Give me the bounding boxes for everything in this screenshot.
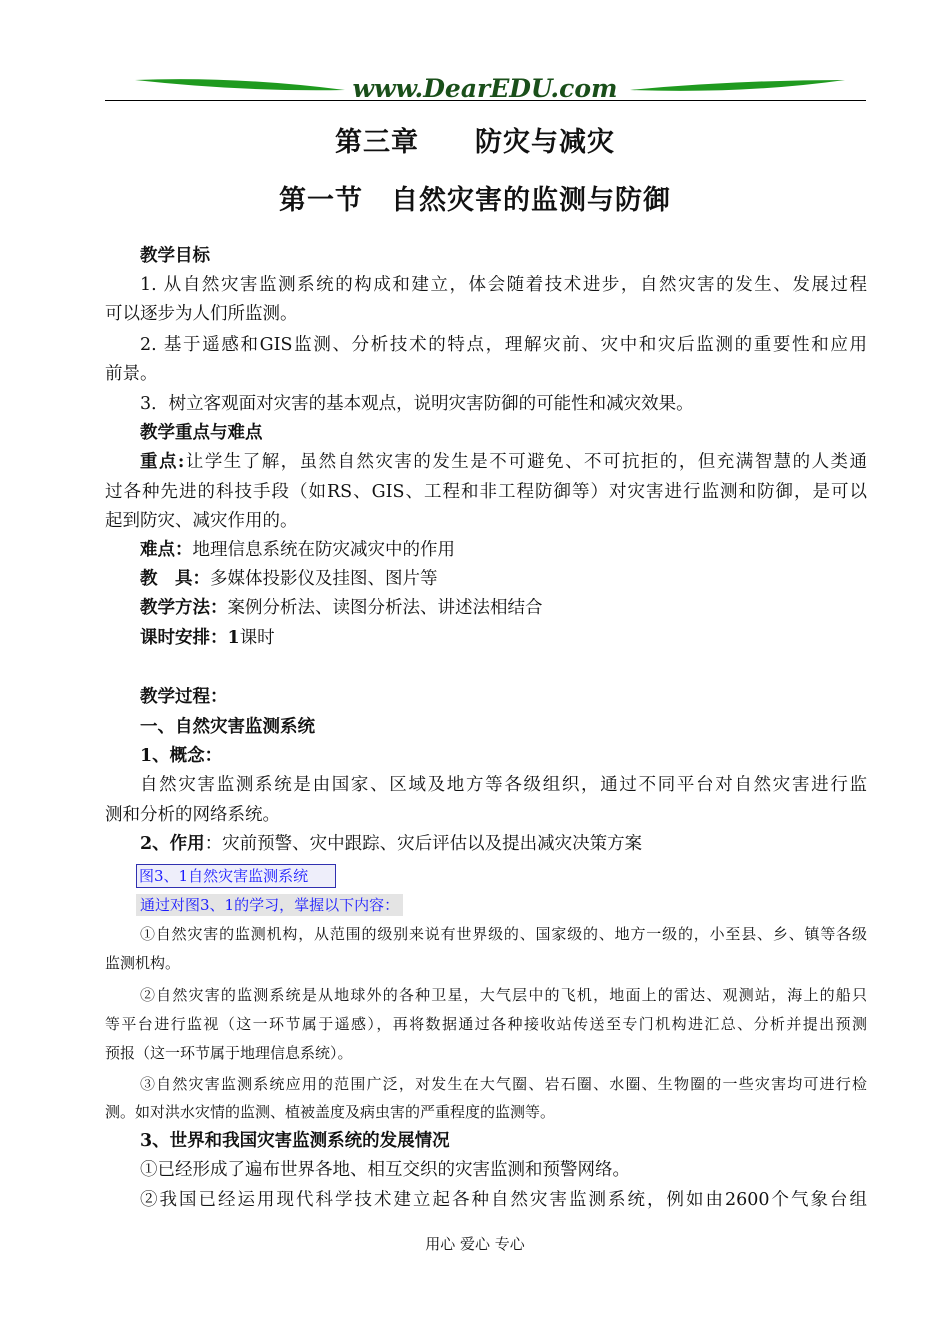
function-label: 2、作用 xyxy=(140,834,205,854)
chapter-title: 第三章 防灾与减灾 xyxy=(335,127,615,158)
section-title: 第一节 自然灾害的监测与防御 xyxy=(279,185,671,216)
point-2-line-2: 等平台进行监视（这一环节属于遥感），再将数据通过各种接收站传送至专门机构进汇总、分析并提出预测 xyxy=(105,1015,867,1033)
hours-value: 1 xyxy=(227,628,240,648)
logo-text: www.DearEDU.com xyxy=(352,74,618,103)
objective-1-line-2: 可以逐步为人们所监测。 xyxy=(105,304,298,324)
point-2-line-1: ②自然灾害的监测系统是从地球外的各种卫星，大气层中的飞机，地面上的雷达、观测站，海上的船只 xyxy=(140,986,867,1004)
tools-label: 教 具： xyxy=(140,569,210,589)
tools-text: 多媒体投影仪及挂图、图片等 xyxy=(210,569,438,589)
method-text: 案例分析法、读图分析法、讲述法相结合 xyxy=(227,598,543,618)
point-1-line-1: ①自然灾害的监测机构，从范围的级别来说有世界级的、国家级的、地方一级的，小至县、乡、镇等各级 xyxy=(140,925,867,943)
development-1: ①已经形成了遍布世界各地、相互交织的灾害监测和预警网络。 xyxy=(140,1160,630,1180)
concept-line-1: 自然灾害监测系统是由国家、区域及地方等各级组织，通过不同平台对自然灾害进行监 xyxy=(140,775,867,795)
keypoints-heading: 教学重点与难点 xyxy=(140,423,263,443)
hours-unit: 课时 xyxy=(239,628,275,648)
difficulty-text: 地理信息系统在防灾减灾中的作用 xyxy=(192,540,455,560)
concept-line-2: 测和分析的网络系统。 xyxy=(105,805,280,825)
development-2: ②我国已经运用现代科学技术建立起各种自然灾害监测系统，例如由2600个气象台组 xyxy=(140,1190,867,1210)
objective-2-line-2: 前景。 xyxy=(105,364,158,384)
function-row xyxy=(140,833,867,855)
focus-line-2: 过各种先进的科技手段（如RS、GIS、工程和非工程防御等）对灾害进行监测和防御，是可以 xyxy=(105,482,867,502)
focus-text: 让学生了解，虽然自然灾害的发生是不可避免、不可抗拒的，但充满智慧的人类通 xyxy=(184,452,867,472)
objective-1-line-1: 1. 从自然灾害监测系统的构成和建立，体会随着技术进步，自然灾害的发生、发展过程 xyxy=(140,275,867,295)
point-3-line-2: 测。如对洪水灾情的监测、植被盖度及病虫害的严重程度的监测等。 xyxy=(105,1103,556,1121)
point-1-line-2: 监测机构。 xyxy=(105,954,181,972)
hours-label: 课时安排： xyxy=(140,628,228,648)
objective-2-line-1: 2. 基于遥感和GIS监测、分析技术的特点，理解灾前、灾中和灾后监测的重要性和应用 xyxy=(140,335,867,355)
tools-row xyxy=(140,568,867,590)
point-2-line-3: 预报（这一环节属于地理信息系统）。 xyxy=(105,1044,353,1062)
difficulty-label: 难点： xyxy=(140,540,193,560)
function-text: ：灾前预警、灾中跟踪、灾后评估以及提出减灾决策方案 xyxy=(204,834,643,854)
objective-3: 3．树立客观面对灾害的基本观点，说明灾害防御的可能性和减灾效果。 xyxy=(140,394,694,414)
difficulty-row xyxy=(140,539,867,561)
method-label: 教学方法： xyxy=(140,598,228,618)
page-footer: 用心 爱心 专心 xyxy=(425,1235,525,1253)
concept-heading: 1、概念： xyxy=(140,746,223,766)
focus-line-1 xyxy=(140,451,867,473)
hours-row xyxy=(140,627,867,649)
figure-note: 通过对图3、1的学习，掌握以下内容： xyxy=(136,894,403,916)
focus-line-3: 起到防灾、减灾作用的。 xyxy=(105,511,298,531)
method-row xyxy=(140,597,867,619)
part1-heading: 一、自然灾害监测系统 xyxy=(140,717,315,737)
point-3-line-1: ③自然灾害监测系统应用的范围广泛，对发生在大气圈、岩石圈、水圈、生物圈的一些灾害均可进行检 xyxy=(140,1075,867,1093)
objectives-heading: 教学目标 xyxy=(140,246,210,266)
focus-label: 重点: xyxy=(140,452,185,472)
development-heading: 3、世界和我国灾害监测系统的发展情况 xyxy=(140,1131,450,1151)
process-heading: 教学过程： xyxy=(140,687,228,707)
figure-link[interactable]: 图3、1自然灾害监测系统 xyxy=(136,864,336,888)
header-rule xyxy=(105,100,866,101)
